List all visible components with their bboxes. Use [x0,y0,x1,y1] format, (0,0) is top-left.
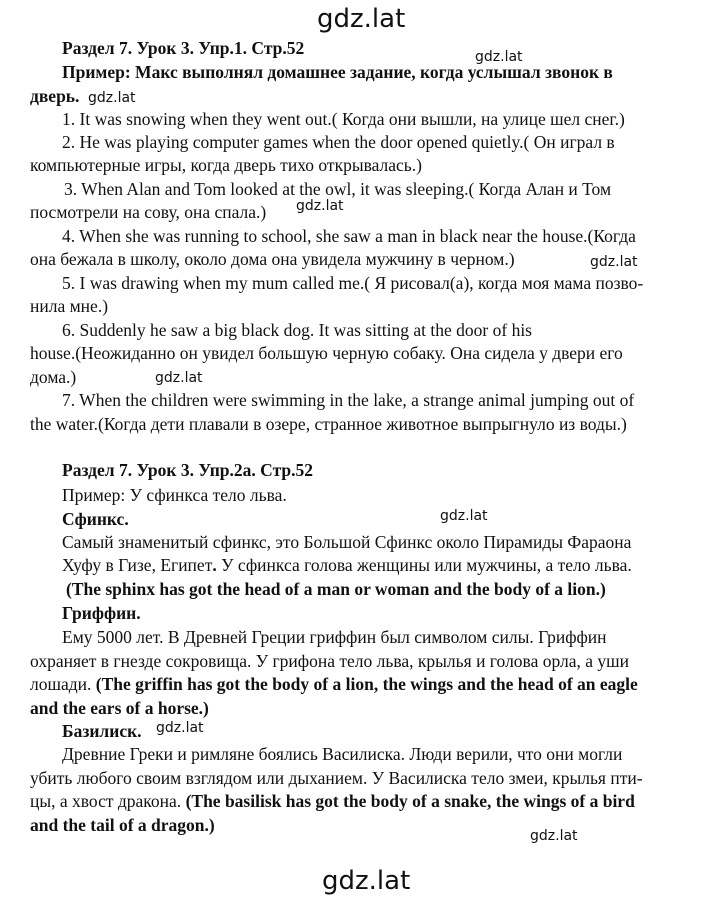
watermark-bottom: gdz.lat [322,866,411,896]
section-heading: Раздел 7. Урок 3. Упр.2а. Стр.52 [62,460,313,480]
text-line [30,790,670,812]
text-line: Ему 5000 лет. В Древней Греции гриффин был символом силы. Гриффин [62,627,607,647]
answer-line: and the ears of a horse.) [30,698,209,718]
subheading-basilisk: Базилиск. [62,721,142,741]
answer-line: компьютерные игры, когда дверь тихо открывалась.) [30,155,422,175]
text-line [30,673,670,695]
text-line: охраняет в гнезде сокровища. У грифона тело льва, крылья и голова орла, а уши [30,651,629,671]
answer-line: 5. I was drawing when my mum called me.( Я рисовал(а), когда моя мама позво- [62,273,644,293]
text-segment: лошади. [30,674,96,694]
answer-line: the water.(Когда дети плавали в озере, странное животное выпрыгнуло из воды.) [30,414,627,434]
subheading-sphinx: Сфинкс. [62,509,129,529]
answer-line: нила мне.) [30,296,109,316]
answer-line: (The sphinx has got the head of a man or woman and the body of a lion.) [66,579,606,599]
answer-segment: (The basilisk has got the body of a snake, the wings of a bird [185,791,635,811]
section-heading: Раздел 7. Урок 3. Упр.1. Стр.52 [62,38,305,58]
text-line [62,554,702,576]
answer-segment: (The griffin has got the body of a lion, the wings and the head of an eagle [95,674,638,694]
watermark: gdz.lat [440,508,488,524]
answer-line: 2. He was playing computer games when the door opened quietly.( Он играл в [62,132,615,152]
watermark: gdz.lat [156,720,204,736]
text-segment: цы, а хвост дракона. [30,791,186,811]
watermark: gdz.lat [88,90,136,106]
answer-line: 1. It was snowing when they went out.( Когда они вышли, на улице шел снег.) [62,109,625,129]
text-segment: У сфинкса голова женщины или мужчины, а тело льва. [216,555,632,575]
answer-line: 7. When the children were swimming in the lake, a strange animal jumping out of [62,390,635,410]
answer-line: посмотрели на сову, она спала.) [30,202,267,222]
watermark: gdz.lat [530,828,578,844]
answer-line: and the tail of a dragon.) [30,815,215,835]
watermark: gdz.lat [475,49,523,65]
answer-line: 6. Suddenly he saw a big black dog. It was sitting at the door of his [62,320,532,340]
answer-line: она бежала в школу, около дома она увидела мужчину в черном.) [30,249,515,269]
text-segment: Хуфу в Гизе, Египет [62,555,213,575]
example-line: Пример: Макс выполнял домашнее задание, когда услышал звонок в [62,62,613,82]
text-line: убить любого своим взглядом или дыханием. У Василиска тело змеи, крылья пти- [30,768,643,788]
example-line: Пример: У сфинкса тело льва. [62,485,287,505]
text-line: Древние Греки и римляне боялись Василиска. Люди верили, что они могли [62,744,623,764]
text-segment: . [212,555,217,575]
watermark: gdz.lat [590,254,638,270]
answer-line: house.(Неожиданно он увидел большую черную собаку. Она сидела у двери его [30,343,623,363]
answer-line: 4. When she was running to school, she saw a man in black near the house.(Когда [62,226,636,246]
watermark-top: gdz.lat [317,4,406,34]
answer-line: 3. When Alan and Tom looked at the owl, it was sleeping.( Когда Алан и Том [64,179,612,199]
watermark: gdz.lat [155,370,203,386]
subheading-griffin: Гриффин. [62,603,141,623]
watermark: gdz.lat [296,198,344,214]
answer-line: дома.) [30,367,77,387]
text-line: Самый знаменитый сфинкс, это Большой Сфинкс около Пирамиды Фараона [62,532,632,552]
example-line: дверь. [30,86,80,106]
